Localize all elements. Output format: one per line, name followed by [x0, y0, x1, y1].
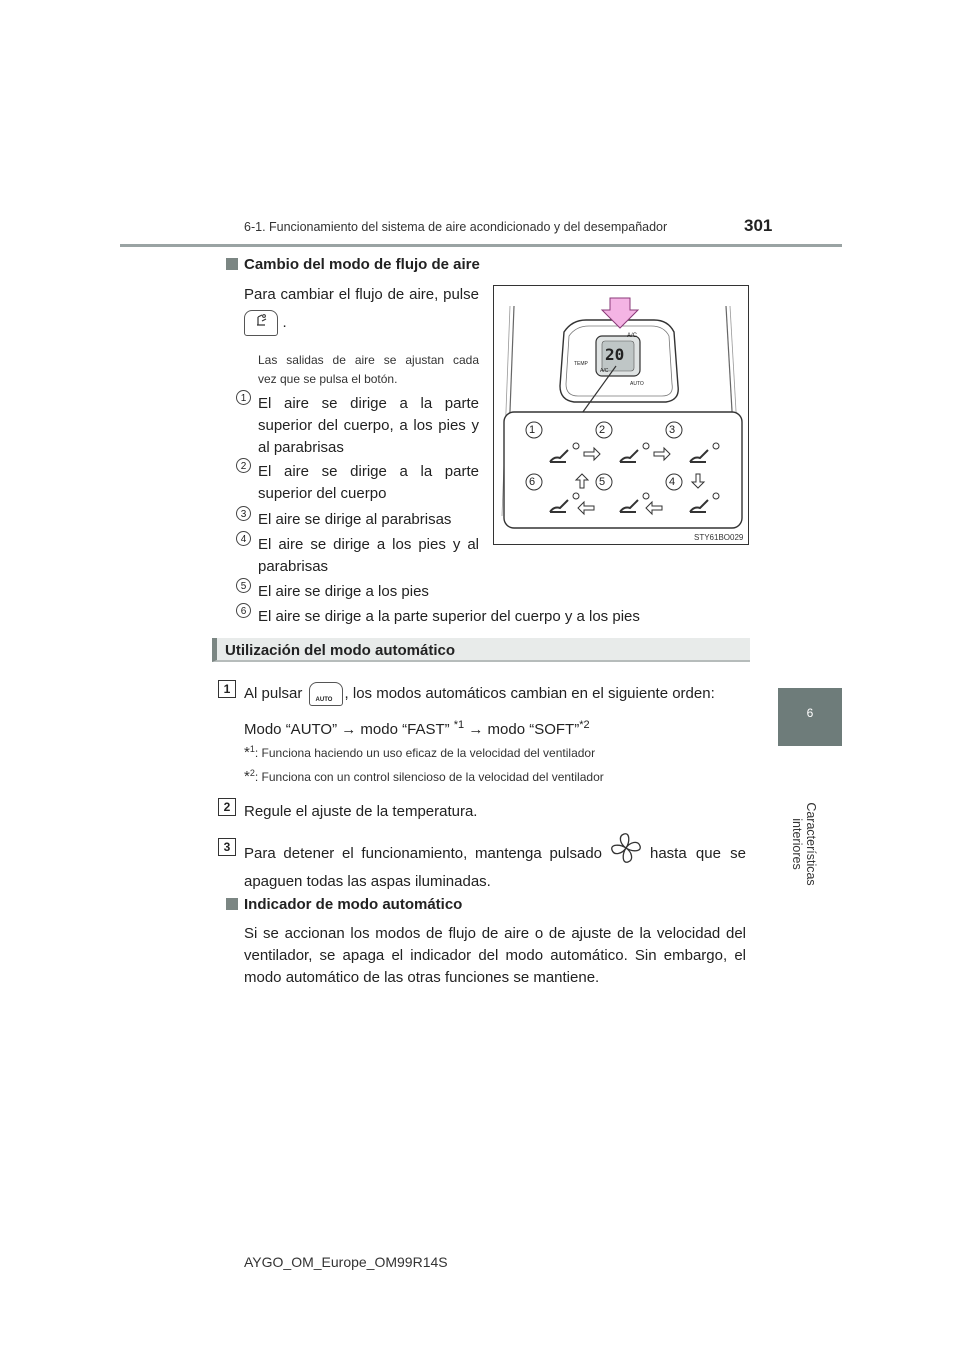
document-id: AYGO_OM_Europe_OM99R14S [244, 1254, 448, 1270]
step-3-post: hasta que se [650, 845, 746, 862]
step-1-pre: Al pulsar [244, 685, 303, 702]
step-3-pre: Para detener el funcionamiento, mantenga pulsado [244, 845, 602, 862]
step-number-1: 1 [218, 680, 236, 698]
figure-mode-number-4: 4 [669, 476, 676, 488]
item-2-line2: superior del cuerpo [258, 485, 387, 502]
running-header: 6-1. Funcionamiento del sistema de aire acondicionado y del desempañador [244, 220, 668, 234]
step-number-2: 2 [218, 798, 236, 816]
airflow-mode-key-icon [244, 310, 278, 336]
figure-code: STY61BO029 [694, 533, 744, 542]
footnote-2: *$^2$: Funciona con un control silencioso de la velocidad del ventilador [244, 768, 604, 785]
step-number-3: 3 [218, 838, 236, 856]
step-1-text [244, 682, 715, 706]
step-1-post: , los modos automáticos cambian en el siguiente orden: [344, 685, 715, 702]
item-number-2: 2 [236, 458, 251, 473]
panel-label-ac2: A/C [600, 368, 609, 374]
panel-label-auto: AUTO [630, 381, 644, 387]
display-temperature: 20 [605, 345, 625, 364]
auto-section-header [212, 638, 750, 662]
airflow-intro: Para cambiar el flujo de aire, pulse [244, 286, 479, 303]
figure-mode-number-2: 2 [599, 424, 606, 436]
item-number-1: 1 [236, 390, 251, 405]
item-number-4: 4 [236, 531, 251, 546]
airflow-mode-button-inline [244, 310, 287, 336]
page-number: 301 [744, 216, 773, 235]
item-1-line1: El aire se dirige a la parte [258, 395, 479, 412]
intro-period: . [282, 314, 287, 332]
item-1-line3: al parabrisas [258, 439, 344, 456]
figure-mode-number-5: 5 [599, 476, 606, 488]
indicator-line2: ventilador, se apaga el indicador del modo automático. Sin embargo, el [244, 947, 746, 964]
auto-key-label: AUTO [315, 697, 333, 704]
auto-mode-order: Modo “AUTO” → modo “FAST” $^{*1}$ → modo “SOFT”$^{*2}$ [244, 719, 590, 738]
airflow-mode-figure [493, 285, 749, 545]
square-bullet-icon [226, 898, 238, 910]
item-6-line1: El aire se dirige a la parte superior del cuerpo y a los pies [258, 608, 640, 625]
figure-mode-number-3: 3 [669, 424, 676, 436]
item-number-6: 6 [236, 603, 251, 618]
airflow-note-line2: vez que se pulsa el botón. [258, 372, 398, 386]
fan-icon [608, 830, 644, 866]
item-3-line1: El aire se dirige al parabrisas [258, 511, 452, 528]
item-2-line1: El aire se dirige a la parte [258, 463, 479, 480]
indicator-heading: Indicador de modo automático [226, 896, 462, 913]
item-4-line1: El aire se dirige a los pies y al [258, 536, 479, 553]
item-4-line2: parabrisas [258, 558, 329, 575]
indicator-line1: Si se accionan los modos de flujo de aire o de ajuste de la velocidad del [244, 925, 746, 942]
footnote-1: *$^1$: Funciona haciendo un uso eficaz de la velocidad del ventilador [244, 744, 596, 761]
airflow-figure-svg [494, 286, 748, 544]
item-5-line1: El aire se dirige a los pies [258, 583, 429, 600]
airflow-heading: Cambio del modo de flujo de aire [226, 256, 480, 273]
auto-section-title: Utilización del modo automático [225, 642, 456, 659]
item-1-line2: superior del cuerpo, a los pies y [258, 417, 479, 434]
panel-label-temp: TEMP [574, 361, 588, 367]
figure-mode-number-6: 6 [529, 476, 536, 488]
step-3-line2: apaguen todas las aspas iluminadas. [244, 873, 491, 890]
panel-label-ac: A/C [627, 333, 638, 339]
chapter-label: Características interiores [790, 802, 818, 886]
header-rule [120, 244, 842, 247]
chapter-tab: 6 [778, 688, 842, 746]
indicator-line3: modo automático de las otras funciones se mantiene. [244, 969, 600, 986]
step-2-text: Regule el ajuste de la temperatura. [244, 803, 478, 820]
item-number-3: 3 [236, 506, 251, 521]
auto-key-icon [309, 682, 343, 706]
figure-mode-number-1: 1 [529, 424, 536, 436]
airflow-note-line1: Las salidas de aire se ajustan cada [258, 353, 479, 367]
square-bullet-icon [226, 258, 238, 270]
item-number-5: 5 [236, 578, 251, 593]
